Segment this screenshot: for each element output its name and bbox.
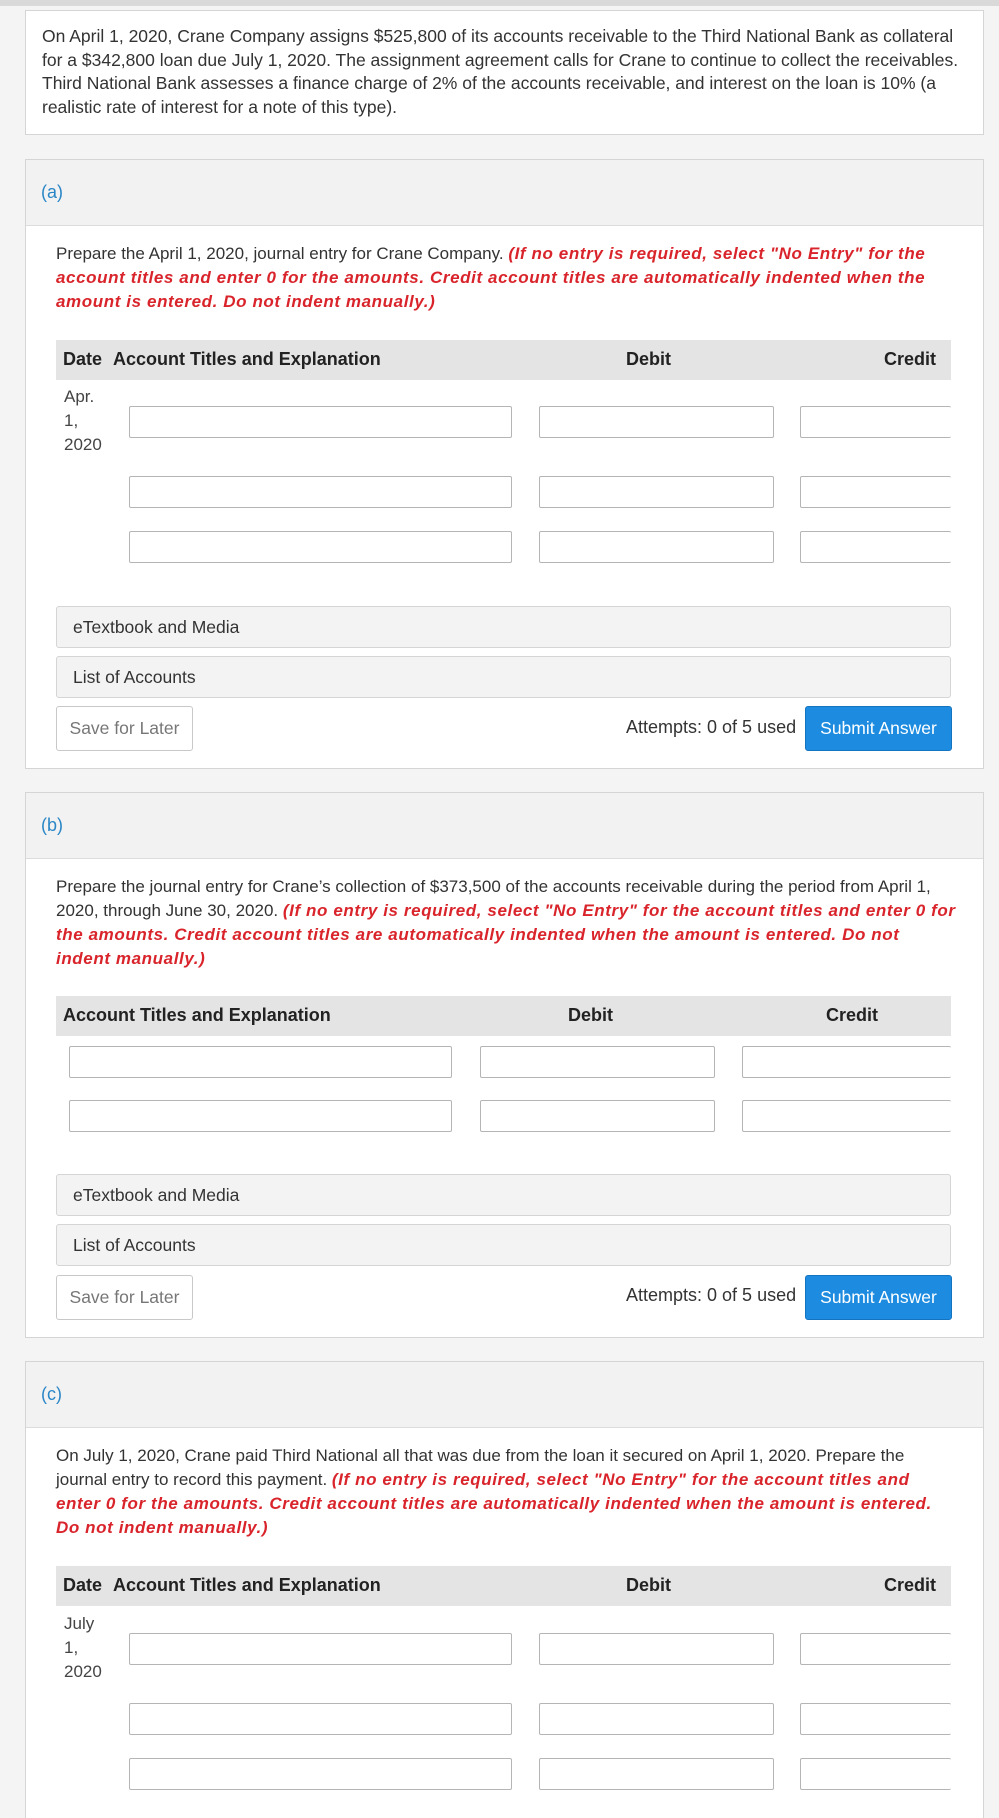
save-for-later-button[interactable]: Save for Later [56, 706, 193, 751]
part-b [25, 792, 984, 1338]
credit-input[interactable] [800, 406, 951, 438]
part-letter: (b) [41, 815, 63, 835]
credit-input[interactable] [800, 531, 951, 563]
journal-table-header [56, 340, 951, 380]
date-year: 2020 [64, 1662, 102, 1681]
header-debit: Debit [568, 1005, 613, 1025]
question-text [56, 1444, 956, 1540]
part-b-header [26, 793, 983, 859]
submit-answer-button[interactable]: Submit Answer [805, 1275, 952, 1320]
attempts-counter: Attempts: 0 of 5 used [626, 1285, 797, 1305]
account-title-input[interactable] [69, 1046, 452, 1078]
attempts-counter: Attempts: 0 of 5 used [626, 717, 797, 737]
etextbook-media-link[interactable] [56, 606, 951, 648]
debit-input[interactable] [480, 1100, 715, 1132]
header-date: Date [63, 1575, 103, 1595]
question-prompt: Prepare the journal entry for Crane’s collection of $373,500 of the accounts receivable during the period from April 1, 2020, through June 30, 2020. [56, 877, 931, 920]
question-prompt: Prepare the April 1, 2020, journal entry for Crane Company. [56, 244, 504, 263]
entry-date [64, 385, 102, 457]
date-month: July [64, 1614, 95, 1633]
debit-input[interactable] [539, 1758, 774, 1790]
date-month: Apr. [64, 387, 95, 406]
account-title-input[interactable] [129, 1703, 512, 1735]
part-c [25, 1361, 984, 1818]
credit-input[interactable] [800, 1758, 951, 1790]
debit-input[interactable] [539, 1703, 774, 1735]
part-a [25, 159, 984, 769]
account-title-input[interactable] [69, 1100, 452, 1132]
credit-input[interactable] [800, 1703, 951, 1735]
instruction-note: (If no entry is required, select "No Entry" for the account titles and enter 0 for the amounts. Credit account titles are automatically indented when the amount is entered. Do not indent manually.) [56, 901, 956, 968]
debit-input[interactable] [539, 406, 774, 438]
part-a-header [26, 160, 983, 226]
date-day: 1, [64, 1638, 79, 1657]
account-title-input[interactable] [129, 1758, 512, 1790]
list-of-accounts-link[interactable] [56, 1224, 951, 1266]
credit-input[interactable] [800, 1633, 951, 1665]
credit-input[interactable] [742, 1046, 951, 1078]
debit-input[interactable] [539, 476, 774, 508]
account-title-input[interactable] [129, 1633, 512, 1665]
entry-date [64, 1612, 102, 1684]
instruction-note: (If no entry is required, select "No Entry" for the account titles and enter 0 for the amounts. Credit account titles are automatically indented when the amount is entered. Do not indent manually.) [56, 1470, 932, 1537]
part-letter: (c) [41, 1384, 62, 1404]
debit-input[interactable] [539, 531, 774, 563]
part-c-header [26, 1362, 983, 1428]
list-of-accounts-label: List of Accounts [73, 666, 196, 687]
header-account: Account Titles and Explanation [113, 1575, 381, 1595]
debit-input[interactable] [539, 1633, 774, 1665]
submit-answer-button[interactable]: Submit Answer [805, 706, 952, 751]
header-credit: Credit [826, 1005, 879, 1025]
header-debit: Debit [626, 1575, 671, 1595]
question-text [56, 875, 956, 971]
header-credit: Credit [884, 1575, 937, 1595]
question-text [56, 242, 956, 314]
part-letter: (a) [41, 182, 63, 202]
question-prompt: On July 1, 2020, Crane paid Third National all that was due from the loan it secured on April 1, 2020. Prepare the journal entry to record this payment. [56, 1446, 905, 1489]
date-year: 2020 [64, 435, 102, 454]
header-account: Account Titles and Explanation [113, 349, 381, 369]
header-account: Account Titles and Explanation [63, 1005, 331, 1025]
top-border [0, 0, 999, 6]
header-date: Date [63, 349, 103, 369]
journal-table-header [56, 1566, 951, 1606]
journal-table-header [56, 996, 951, 1036]
account-title-input[interactable] [129, 531, 512, 563]
etextbook-label: eTextbook and Media [73, 616, 240, 637]
date-day: 1, [64, 411, 79, 430]
account-title-input[interactable] [129, 476, 512, 508]
etextbook-label: eTextbook and Media [73, 1184, 240, 1205]
account-title-input[interactable] [129, 406, 512, 438]
etextbook-media-link[interactable] [56, 1174, 951, 1216]
save-for-later-button[interactable]: Save for Later [56, 1275, 193, 1320]
problem-statement: On April 1, 2020, Crane Company assigns $525,800 of its accounts receivable to the Third National Bank as collateral for a $342,800 loan due July 1, 2020. The assignment agreement calls for Crane to continue to collect the receivables. Third National Bank assesses a finance charge of 2% of the accounts receivable, and interest on the loan is 10% (a realistic rate of interest for a note of this type). [25, 10, 984, 135]
header-debit: Debit [626, 349, 671, 369]
credit-input[interactable] [742, 1100, 951, 1132]
list-of-accounts-link[interactable] [56, 656, 951, 698]
credit-input[interactable] [800, 476, 951, 508]
header-credit: Credit [884, 349, 937, 369]
debit-input[interactable] [480, 1046, 715, 1078]
instruction-note: (If no entry is required, select "No Entry" for the account titles and enter 0 for the amounts. Credit account titles are automatically indented when the amount is entered. Do not indent manually.) [56, 244, 926, 311]
list-of-accounts-label: List of Accounts [73, 1234, 196, 1255]
